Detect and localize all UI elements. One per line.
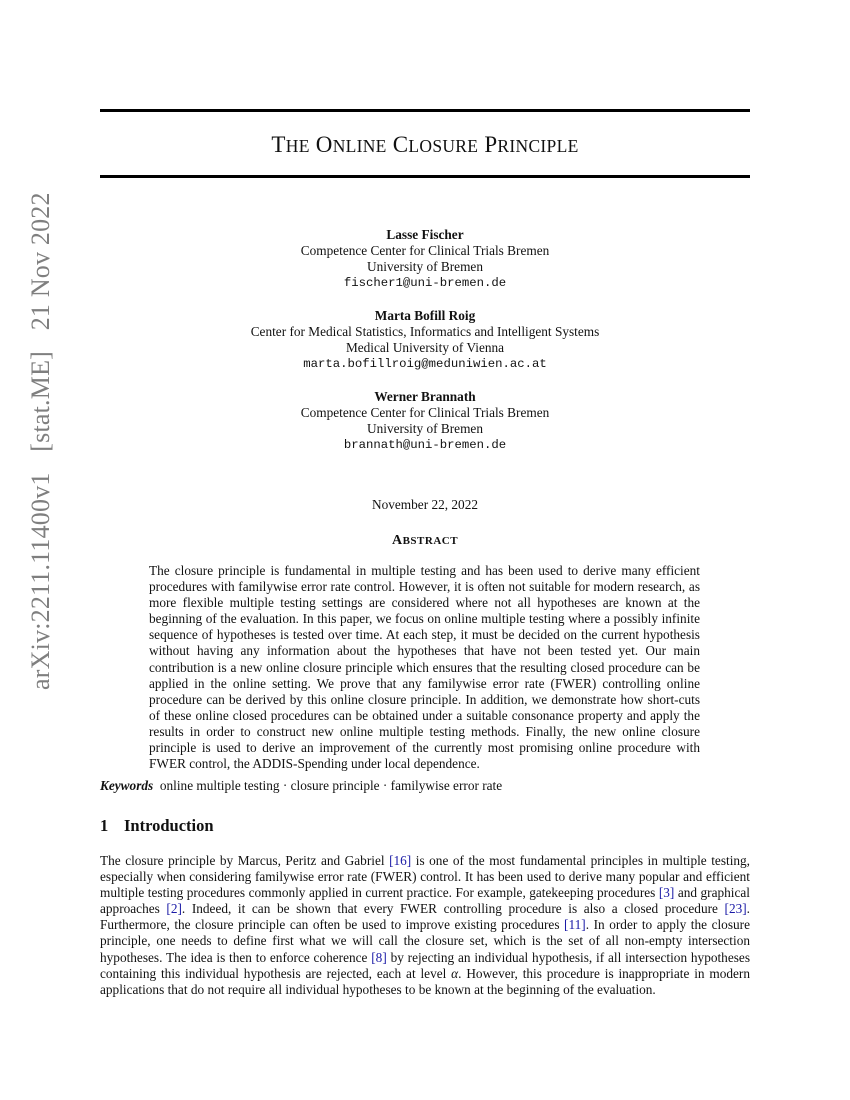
author-1	[100, 227, 750, 291]
alpha-symbol: α	[451, 965, 459, 981]
author-email[interactable]: marta.bofillroig@meduniwien.ac.at	[303, 357, 547, 371]
abstract-text: The closure principle is fundamental in multiple testing and has been used to derive many efficient procedures with familywise error rate control. However, it is often not suitable for modern research, as more flexible multiple testing settings are considered where not all hypotheses are known at the beginning of the evaluation. In this paper, we focus on online multiple testing where a possibly infinite sequence of hypotheses is tested over time. At each step, it must be decided on the current hypothesis without having any information about the hypotheses that have not been tested yet. Our main contribution is a new online closure principle which ensures that the resulting closed procedure can be applied in the online setting. We prove that any familywise error rate (FWER) controlling online procedure can be derived by this online closure principle. In addition, we demonstrate how short-cuts of these online closed procedures can be obtained under a suitable consonance property and apply the results in order to construct new online multiple testing methods. Finally, the new online closure principle is used to derive an improvement of the currently most promising online procedure with FWER control, the ADDIS-Spending under local dependence.	[149, 563, 700, 772]
author-name: Marta Bofill Roig	[374, 308, 476, 323]
citation-link[interactable]: [11]	[564, 917, 586, 933]
title-rule-top	[100, 109, 750, 112]
author-affiliation: Center for Medical Statistics, Informatics and Intelligent Systems	[250, 324, 600, 339]
author-2	[100, 308, 750, 372]
paper-date: November 22, 2022	[372, 497, 478, 512]
citation-link[interactable]: [3]	[658, 885, 675, 901]
section-title: Introduction	[124, 816, 214, 835]
citation-link[interactable]: [16]	[389, 853, 412, 868]
citation-link[interactable]: [8]	[371, 949, 387, 965]
arxiv-category: [stat.ME]	[26, 350, 55, 452]
arxiv-date: 21 Nov 2022	[26, 192, 55, 331]
author-affiliation: Competence Center for Clinical Trials Bremen	[300, 405, 550, 420]
author-institution: University of Bremen	[367, 259, 483, 274]
author-email[interactable]: fischer1@uni-bremen.de	[343, 276, 507, 290]
author-3	[100, 389, 750, 453]
arxiv-id[interactable]: arXiv:2211.11400v1	[26, 472, 55, 690]
author-institution: University of Bremen	[367, 421, 483, 436]
author-name: Lasse Fischer	[386, 227, 464, 242]
author-name: Werner Brannath	[374, 389, 476, 404]
keywords-list: online multiple testing · closure principle · familywise error rate	[159, 778, 503, 793]
paper-title: THE ONLINE CLOSURE PRINCIPLE	[271, 132, 579, 157]
author-institution: Medical University of Vienna	[345, 340, 505, 355]
keywords-label: Keywords	[100, 778, 154, 793]
author-block	[100, 227, 750, 470]
title-rule-bottom	[100, 175, 750, 178]
citation-link[interactable]: [23]	[724, 901, 747, 917]
author-email[interactable]: brannath@uni-bremen.de	[343, 438, 507, 452]
citation-link[interactable]: [2]	[166, 901, 182, 917]
author-affiliation: Competence Center for Clinical Trials Bremen	[300, 243, 550, 258]
arxiv-sidebar-stamp	[26, 192, 56, 690]
keywords-line	[100, 778, 750, 794]
section-heading-introduction	[100, 816, 214, 836]
introduction-paragraph: The closure principle by Marcus, Peritz and Gabriel [16] is one of the most fundamental principles in multiple testing, especially when considering familywise error rate (FWER) control. It has been used to derive many popular and efficient multiple testing procedures commonly applied in current practice. For example, gatekeeping procedures [3] and graphical approaches [2]. Indeed, it can be shown that every FWER controlling procedure is also a closed procedure [23]. Furthermore, the closure principle can often be used to improve existing procedures [11]. In order to apply the closure principle, one needs to define first what we will call the closure set, which is the set of all non-empty intersection hypotheses. The idea is then to enforce coherence [8] by rejecting an individual hypothesis, if all intersection hypotheses containing this individual hypothesis are rejected, each at level α. However, this procedure is inappropriate in modern applications that do not require all individual hypotheses to be known at the beginning of the evaluation.	[100, 853, 751, 997]
section-number: 1	[100, 816, 109, 835]
abstract-heading: ABSTRACT	[391, 533, 459, 548]
